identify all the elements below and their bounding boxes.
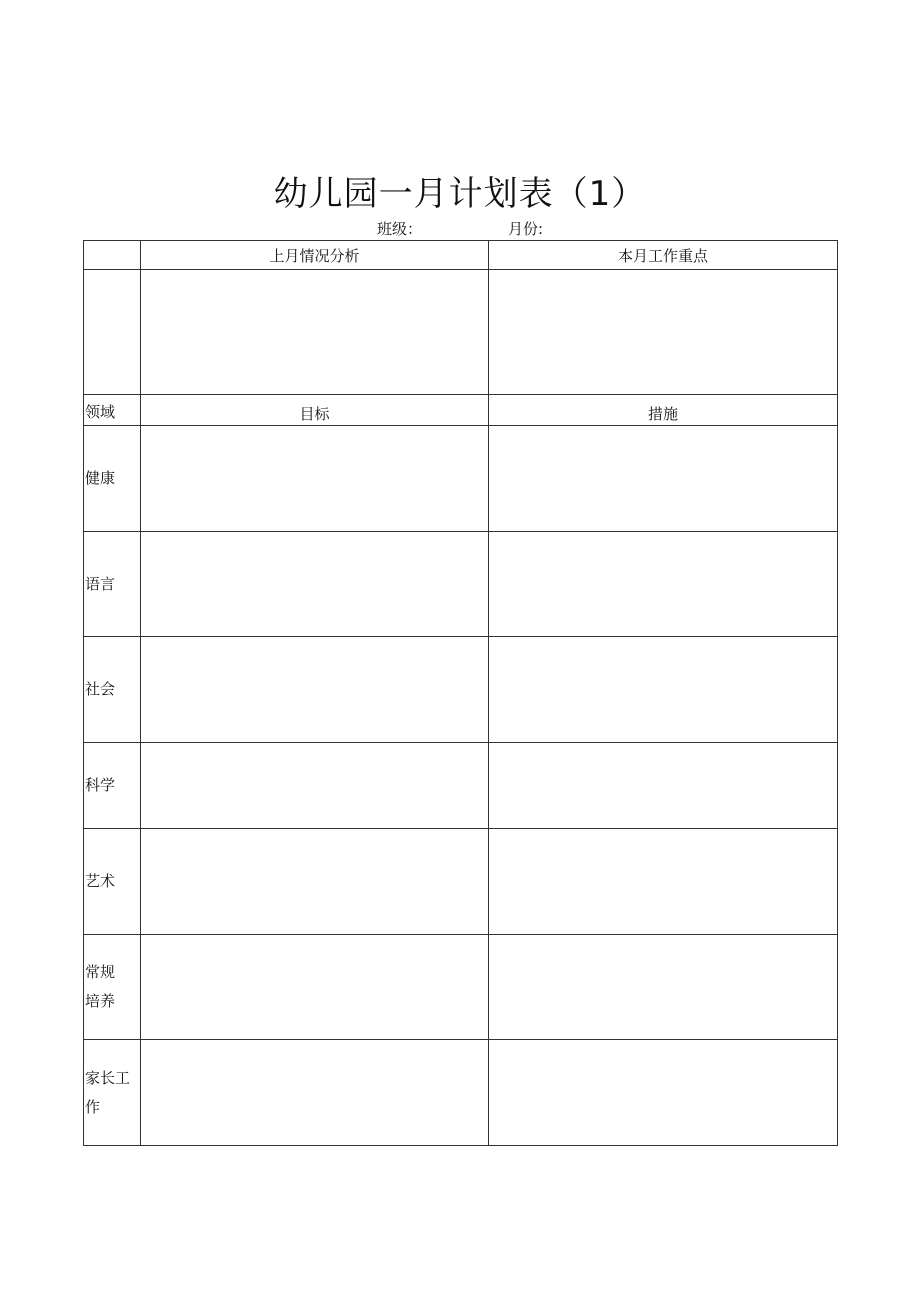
analysis-row (84, 270, 838, 395)
domain-label: 健康 (84, 426, 141, 532)
goal-cell[interactable] (141, 426, 489, 532)
domain-label: 语言 (84, 532, 141, 637)
goal-cell[interactable] (141, 743, 489, 829)
analysis-label-cell (84, 270, 141, 395)
last-month-analysis-header: 上月情况分析 (141, 241, 489, 270)
goal-cell[interactable] (141, 637, 489, 743)
month-label: 月份: (508, 220, 544, 238)
measure-cell[interactable] (489, 1040, 838, 1146)
table-row (84, 532, 838, 637)
monthly-plan-table (83, 240, 838, 1146)
goal-cell[interactable] (141, 935, 489, 1040)
table-header-row (84, 241, 838, 270)
goal-cell[interactable] (141, 829, 489, 935)
page-title: 幼儿园一月计划表（1） (273, 174, 647, 214)
month-focus-header: 本月工作重点 (489, 241, 838, 270)
month-focus-cell[interactable] (489, 270, 838, 395)
measure-cell[interactable] (489, 743, 838, 829)
domain-label-text: 家长工作 (85, 1068, 131, 1116)
section-header-row (84, 395, 838, 426)
measure-cell[interactable] (489, 637, 838, 743)
measure-cell[interactable] (489, 829, 838, 935)
measure-cell[interactable] (489, 426, 838, 532)
measure-cell[interactable] (489, 935, 838, 1040)
domain-label: 社会 (84, 637, 141, 743)
domain-label (84, 1040, 141, 1146)
table-row (84, 935, 838, 1040)
table-row (84, 637, 838, 743)
domain-label (84, 935, 141, 1040)
domain-label: 科学 (84, 743, 141, 829)
goal-cell[interactable] (141, 532, 489, 637)
domain-header: 领域 (84, 395, 141, 426)
domain-label-text: 常规培养 (85, 963, 116, 1010)
table-row (84, 426, 838, 532)
domain-label: 艺术 (84, 829, 141, 935)
header-empty-cell (84, 241, 141, 270)
goal-header: 目标 (141, 395, 489, 426)
goal-cell[interactable] (141, 1040, 489, 1146)
class-label: 班级： (377, 220, 423, 238)
last-month-analysis-cell[interactable] (141, 270, 489, 395)
table-row (84, 829, 838, 935)
table-row (84, 1040, 838, 1146)
table-row (84, 743, 838, 829)
measure-cell[interactable] (489, 532, 838, 637)
measure-header: 措施 (489, 395, 838, 426)
